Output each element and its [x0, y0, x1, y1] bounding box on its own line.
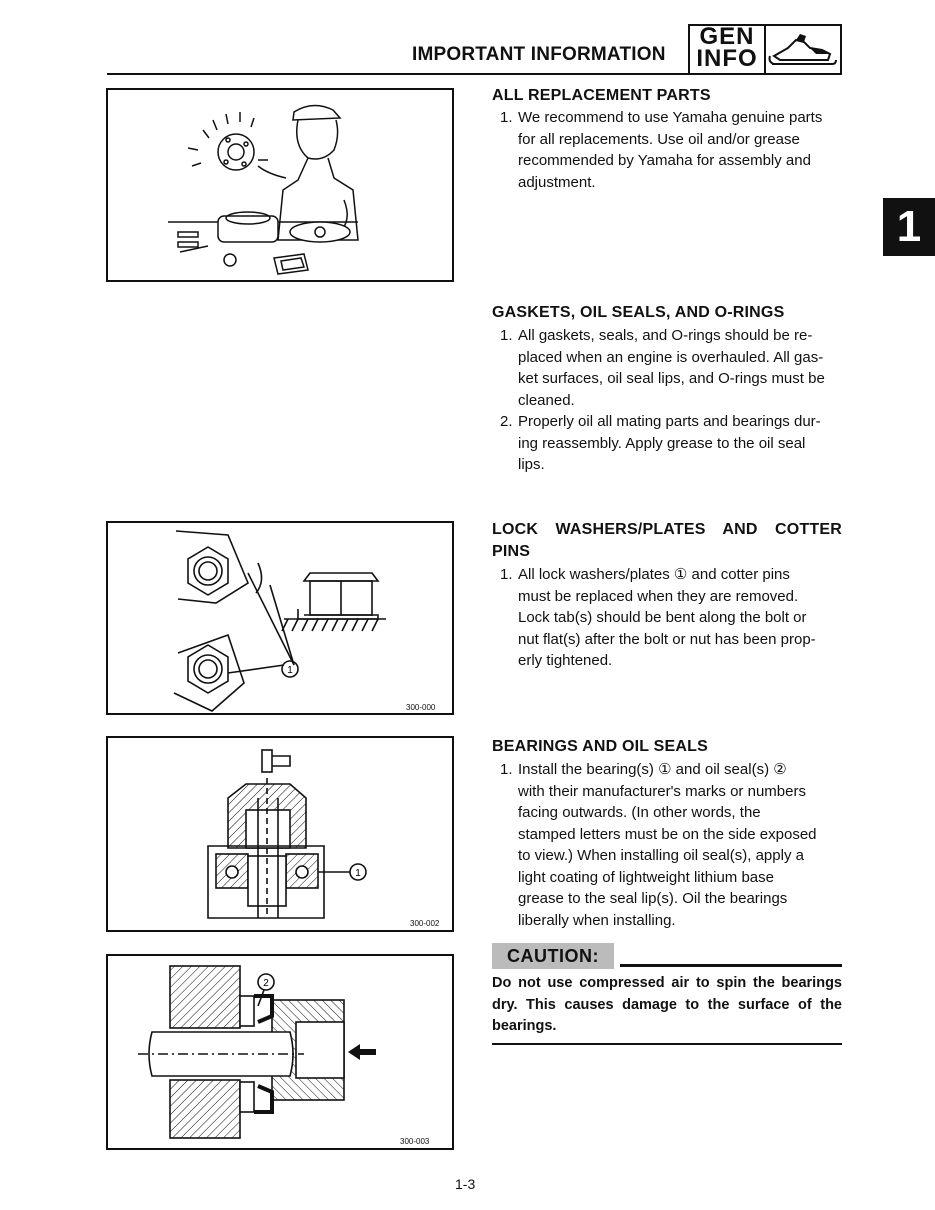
text-line: recommended by Yamaha for assembly and — [518, 152, 811, 169]
text-line: Properly oil all mating parts and bearings dur- — [518, 413, 821, 430]
gen-info-badge — [688, 24, 766, 75]
heading-bearings: BEARINGS AND OIL SEALS — [492, 738, 708, 755]
text-line: ing reassembly. Apply grease to the oil seal — [518, 434, 806, 452]
caution-end-rule — [492, 1043, 842, 1045]
heading-lock-washers: LOCK WASHERS/PLATES AND COTTER — [492, 521, 842, 538]
badge-line-1: GEN — [699, 23, 755, 50]
snowmobile-badge — [766, 24, 842, 75]
mechanic-illustration — [108, 90, 452, 280]
text-line: to view.) When installing oil seal(s), apply a — [518, 847, 804, 864]
heading-replacement-parts: ALL REPLACEMENT PARTS — [492, 87, 711, 104]
fig3-code: 300-002 — [410, 919, 440, 928]
text-line: light coating of lightweight lithium base — [518, 868, 774, 886]
text-line: placed when an engine is overhauled. All gas- — [518, 348, 824, 366]
arrow-icon — [348, 1044, 376, 1060]
text-line: All lock washers/plates ① and cotter pins — [518, 566, 790, 583]
text-line: liberally when installing. — [518, 911, 676, 929]
snowmobile-icon — [766, 26, 840, 73]
oil-seal-diagram — [108, 956, 452, 1148]
fig4-code: 300-003 — [400, 1137, 430, 1146]
figure-mechanic — [106, 88, 454, 282]
text-line: adjustment. — [518, 173, 596, 191]
text-line: Install the bearing(s) ① and oil seal(s) ② — [518, 761, 787, 778]
fig2-code: 300-000 — [406, 703, 436, 712]
text-line: nut flat(s) after the bolt or nut has been prop- — [518, 630, 816, 648]
page-number: 1-3 — [455, 1176, 476, 1192]
text-line: grease to the seal lip(s). Oil the bearings — [518, 890, 788, 907]
caution-label: CAUTION: — [492, 943, 614, 969]
text-line: We recommend to use Yamaha genuine parts — [518, 109, 823, 126]
heading-gaskets: GASKETS, OIL SEALS, AND O-RINGS — [492, 304, 785, 321]
text-line: facing outwards. (In other words, the — [518, 804, 761, 821]
figure-bearing-install — [106, 736, 454, 932]
text-line: ket surfaces, oil seal lips, and O-rings must be — [518, 370, 825, 387]
figure-lock-washers — [106, 521, 454, 715]
replacement-item-1: 1. We recommend to use Yamaha genuine parts for all replacements. Use oil and/or grease recommended by Yamaha for assembly and adjustment. — [500, 107, 842, 193]
chapter-tab: 1 — [883, 198, 935, 256]
fig4-callout-label: 2 — [263, 978, 269, 989]
text-line: must be replaced when they are removed. — [518, 587, 799, 605]
figure-oil-seal — [106, 954, 454, 1150]
gaskets-item-2: 2. Properly oil all mating parts and bearings dur- ing reassembly. Apply grease to the oil seal lips. — [500, 411, 842, 476]
text-line: All gaskets, seals, and O-rings should be re- — [518, 327, 813, 344]
text-line: cleaned. — [518, 391, 575, 409]
caution-rule — [620, 964, 842, 967]
text-line: erly tightened. — [518, 652, 613, 669]
text-line: with their manufacturer's marks or numbers — [518, 782, 806, 800]
text-line: Lock tab(s) should be bent along the bolt or — [518, 609, 807, 626]
fig2-callout-label: 1 — [287, 665, 293, 676]
gaskets-item-1: 1. All gaskets, seals, and O-rings should be re- placed when an engine is overhauled. All gas- ket surfaces, oil seal lips, and O-rings must be cleaned. — [500, 325, 842, 411]
caution-text: Do not use compressed air to spin the bearings dry. This causes damage to the surface of the bearings. — [492, 975, 842, 1034]
heading-lock-washers-line2: PINS — [492, 543, 531, 560]
badge-line-2: INFO — [696, 45, 758, 72]
text-line: lips. — [518, 456, 545, 473]
text-line: stamped letters must be on the side exposed — [518, 825, 817, 843]
fig3-callout-label: 1 — [355, 868, 361, 879]
header-rule — [107, 73, 689, 75]
text-line: for all replacements. Use oil and/or grease — [518, 130, 800, 148]
page-header-title: IMPORTANT INFORMATION — [412, 44, 666, 65]
lock-item-1: 1. All lock washers/plates ① and cotter pins must be replaced when they are removed. Lock tab(s) should be bent along the bolt or nut flat(s) after the bolt or nut has been prop- erly tightened. — [500, 564, 842, 672]
bearings-item-1: 1. Install the bearing(s) ① and oil seal(s) ② with their manufacturer's marks or numbers facing outwards. (In other words, the stamped letters must be on the side exposed to view.) When installing oil seal(s), apply a light coating of lightweight lithium base grease to the seal lip(s). Oil the bearings liberally when installing. — [500, 759, 842, 931]
bearing-install-diagram — [108, 738, 452, 930]
lock-washer-diagram — [108, 523, 452, 713]
